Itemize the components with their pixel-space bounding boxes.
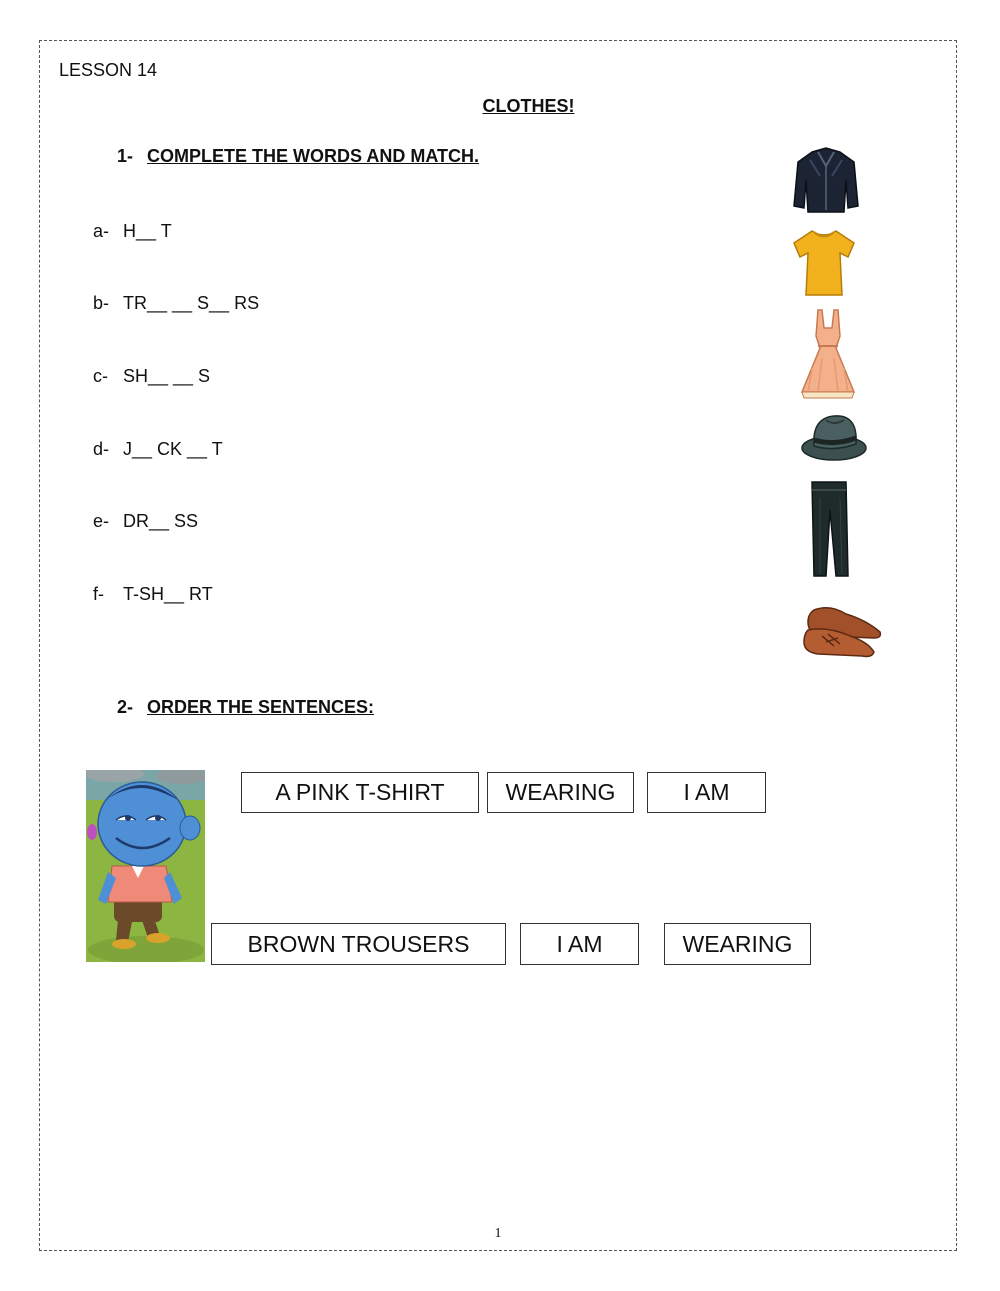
- word-card[interactable]: A PINK T-SHIRT: [241, 772, 479, 813]
- section1-number: 1-: [117, 146, 134, 166]
- shoes-icon[interactable]: [800, 596, 884, 660]
- word-item-c: [93, 366, 210, 387]
- item-letter: c-: [93, 366, 108, 386]
- cartoon-boy-icon: [86, 770, 205, 962]
- word-card[interactable]: WEARING: [664, 923, 811, 965]
- section1-heading: [117, 146, 479, 167]
- section2-heading: [117, 697, 374, 718]
- item-word: H__ T: [123, 221, 172, 241]
- item-letter: e-: [93, 511, 110, 531]
- word-item-b: [93, 293, 259, 314]
- item-word: TR__ __ S__ RS: [123, 293, 260, 313]
- item-letter: a-: [93, 221, 110, 241]
- jacket-icon[interactable]: [790, 146, 862, 216]
- page-title: CLOTHES!: [482, 96, 575, 116]
- word-card[interactable]: BROWN TROUSERS: [211, 923, 506, 965]
- word-item-d: [93, 439, 223, 460]
- item-word: J__ CK __ T: [123, 439, 223, 459]
- lesson-label: LESSON 14: [59, 60, 158, 80]
- item-word: SH__ __ S: [123, 366, 211, 386]
- section1-text: COMPLETE THE WORDS AND MATCH.: [147, 146, 479, 166]
- word-item-f: [93, 584, 213, 605]
- item-word: DR__ SS: [123, 511, 199, 531]
- word-card[interactable]: WEARING: [487, 772, 634, 813]
- hat-icon[interactable]: [800, 408, 868, 464]
- section2-text: ORDER THE SENTENCES:: [147, 697, 375, 717]
- page-number: 1: [494, 1226, 502, 1241]
- word-card[interactable]: I AM: [520, 923, 639, 965]
- word-card[interactable]: I AM: [647, 772, 766, 813]
- item-letter: f-: [93, 584, 104, 604]
- word-item-e: [93, 511, 198, 532]
- item-letter: d-: [93, 439, 110, 459]
- t-shirt-icon[interactable]: [790, 227, 858, 299]
- item-word: T-SH__ RT: [123, 584, 213, 604]
- word-item-a: [93, 221, 172, 242]
- dress-icon[interactable]: [798, 306, 858, 400]
- trousers-icon[interactable]: [806, 480, 852, 580]
- section2-number: 2-: [117, 697, 134, 717]
- item-letter: b-: [93, 293, 110, 313]
